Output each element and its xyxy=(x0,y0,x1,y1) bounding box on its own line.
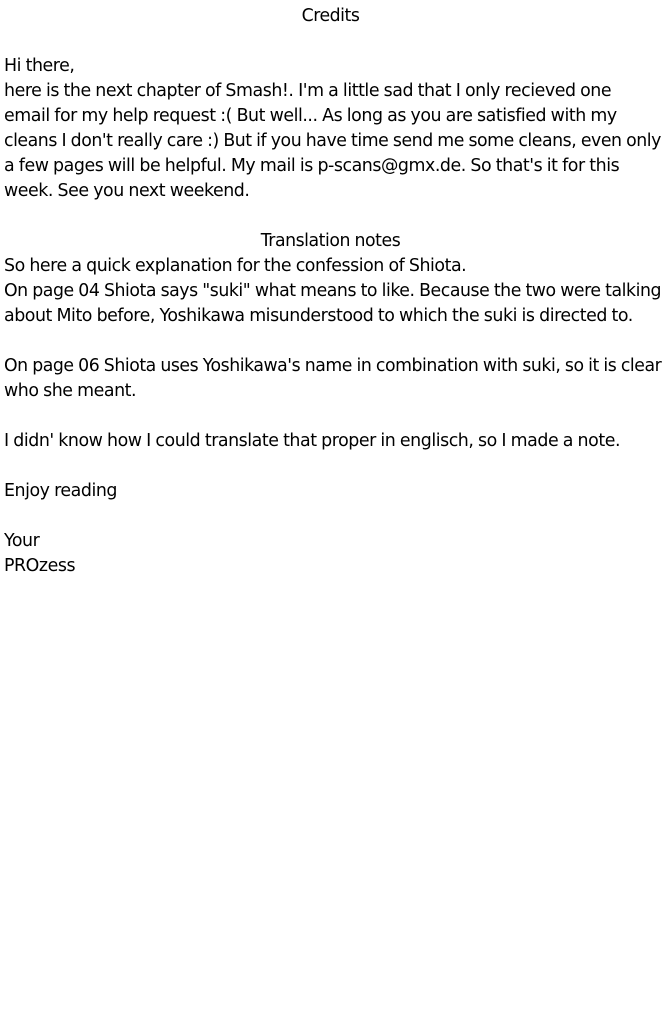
intro-line: email for my help request :( But well... As long as you are satisfied with my xyxy=(4,106,617,126)
notes-line: On page 04 Shiota says "suki" what means to like. Because the two were talking xyxy=(4,281,662,301)
page-title: Credits xyxy=(301,6,360,26)
notes-heading: Translation notes xyxy=(260,231,401,251)
intro-line: here is the next chapter of Smash!. I'm a little sad that I only recieved one xyxy=(4,81,612,101)
notes-line: about Mito before, Yoshikawa misunderstood to which the suki is directed to. xyxy=(4,306,633,326)
intro-line: week. See you next weekend. xyxy=(4,181,250,201)
signoff-text: Your xyxy=(4,531,40,551)
page06-line: who she meant. xyxy=(4,381,137,401)
intro-line: cleans I don't really care :) But if you have time send me some cleans, even only xyxy=(4,131,661,151)
intro-line: a few pages will be helpful. My mail is p-scans@gmx.de. So that's it for this xyxy=(4,156,620,176)
signature-text: PROzess xyxy=(4,556,76,576)
closing-text: Enjoy reading xyxy=(4,481,118,501)
notes-line: So here a quick explanation for the confession of Shiota. xyxy=(4,256,467,276)
page06-line: On page 06 Shiota uses Yoshikawa's name in combination with suki, so it is clear xyxy=(4,356,662,376)
greeting: Hi there, xyxy=(4,56,75,76)
translation-note: I didn' know how I could translate that proper in englisch, so I made a note. xyxy=(4,431,621,451)
